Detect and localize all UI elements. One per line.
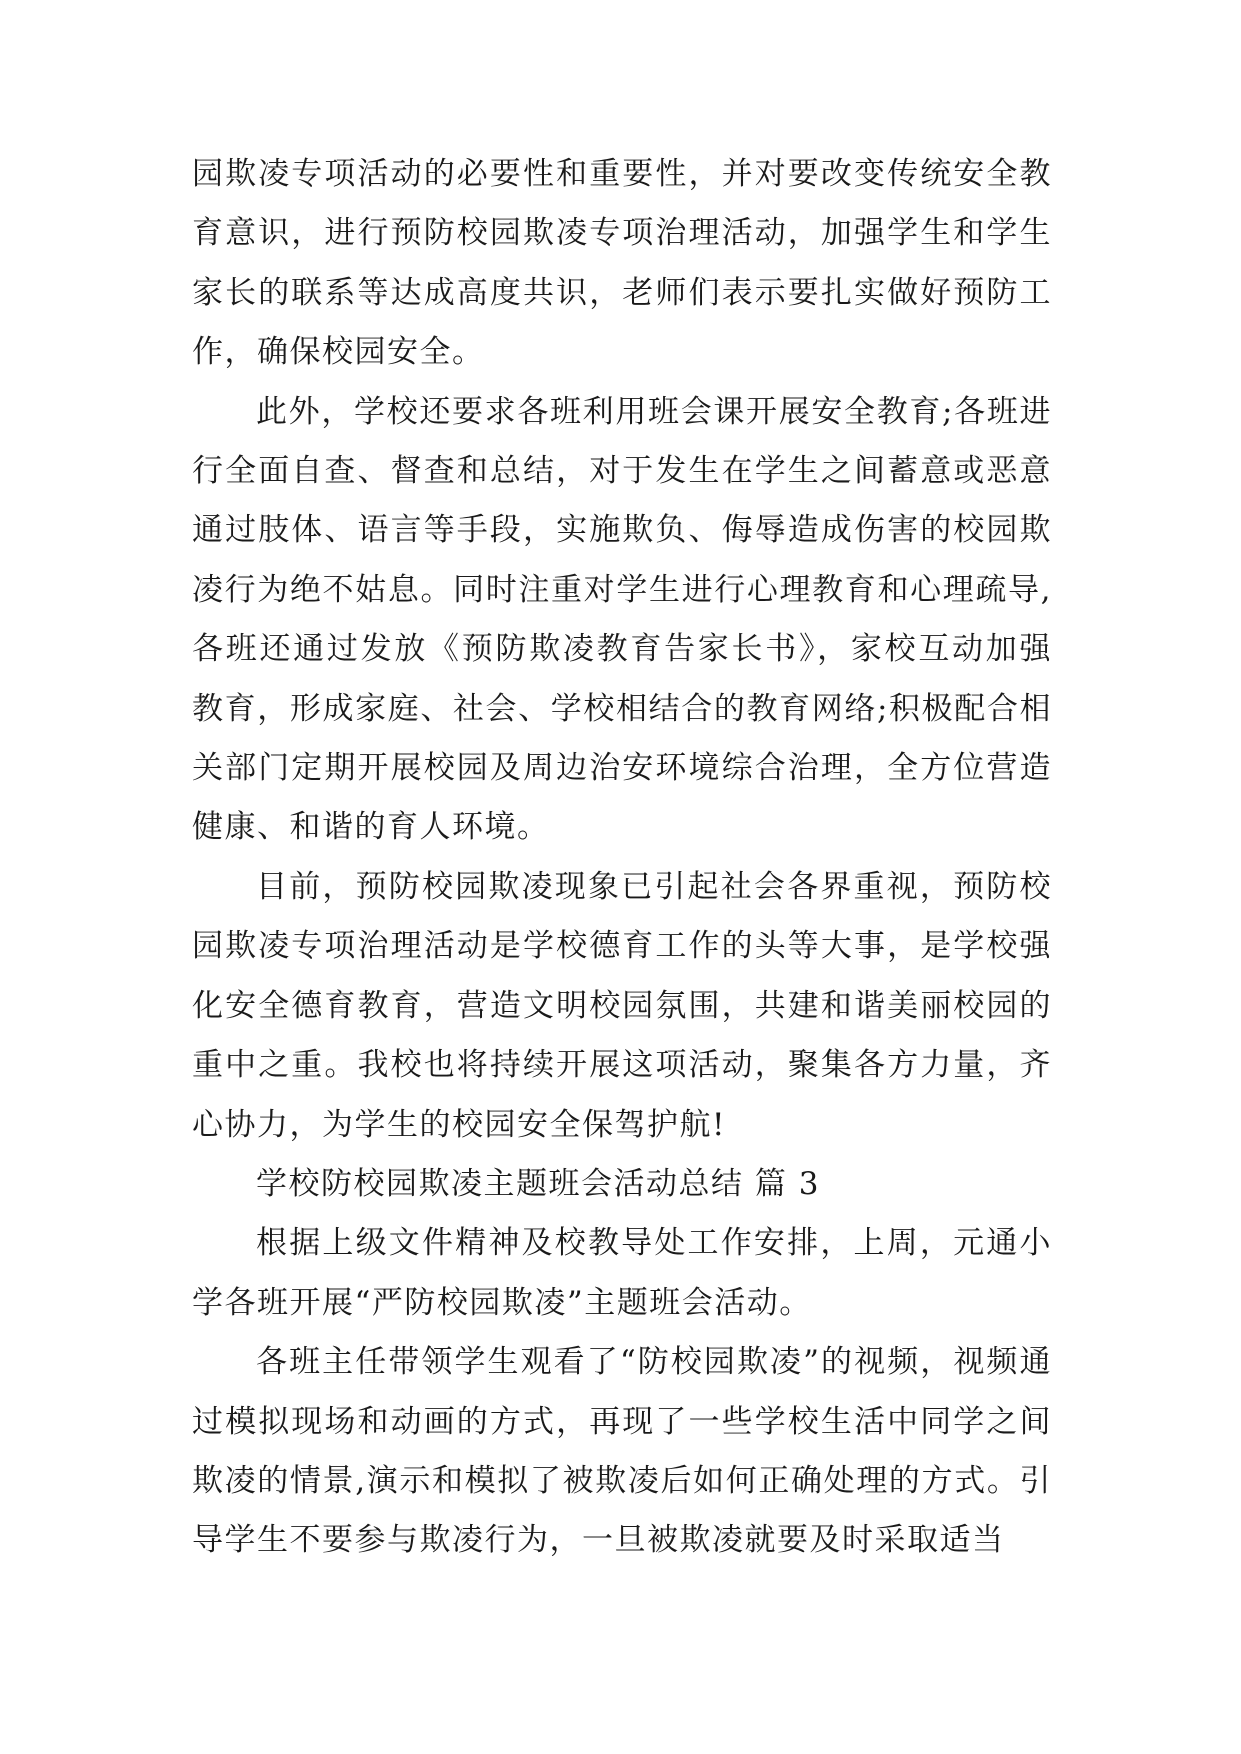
paragraph-class-meeting: 根据上级文件精神及校教导处工作安排，上周，元通小学各班开展“严防校园欺凌”主题班会活动。 bbox=[192, 1225, 1052, 1321]
paragraph-continuation: 园欺凌专项活动的必要性和重要性，并对要改变传统安全教育意识，进行预防校园欺凌专项治理活动，加强学生和学生家长的联系等达成高度共识，老师们表示要扎实做好预防工作，确保校园安全。 bbox=[192, 156, 1052, 371]
paragraph-current-status: 目前，预防校园欺凌现象已引起社会各界重视，预防校园欺凌专项治理活动是学校德育工作的头等大事，是学校强化安全德育教育，营造文明校园氛围，共建和谐美丽校园的重中之重。我校也将持续开展这项活动，聚集各方力量，齐心协力，为学生的校园安全保驾护航! bbox=[192, 868, 1052, 1143]
paragraph-video-viewing: 各班主任带领学生观看了“防校园欺凌”的视频，视频通过模拟现场和动画的方式，再现了一些学校生活中同学之间欺凌的情景,演示和模拟了被欺凌后如何正确处理的方式。引导学生不要参与欺凌行为，一旦被欺凌就要及时采取适当 bbox=[192, 1344, 1052, 1559]
paragraph-safety-education: 此外，学校还要求各班利用班会课开展安全教育;各班进行全面自查、督查和总结，对于发生在学生之间蓄意或恶意通过肢体、语言等手段，实施欺负、侮辱造成伤害的校园欺凌行为绝不姑息。同时注重对学生进行心理教育和心理疏导,各班还通过发放《预防欺凌教育告家长书》，家校互动加强教育，形成家庭、社会、学校相结合的教育网络;积极配合相关部门定期开展校园及周边治安环境综合治理，全方位营造健康、和谐的育人环境。 bbox=[192, 393, 1052, 846]
section-heading: 学校防校园欺凌主题班会活动总结 篇 3 bbox=[256, 1165, 820, 1202]
document-body bbox=[192, 145, 1052, 1571]
